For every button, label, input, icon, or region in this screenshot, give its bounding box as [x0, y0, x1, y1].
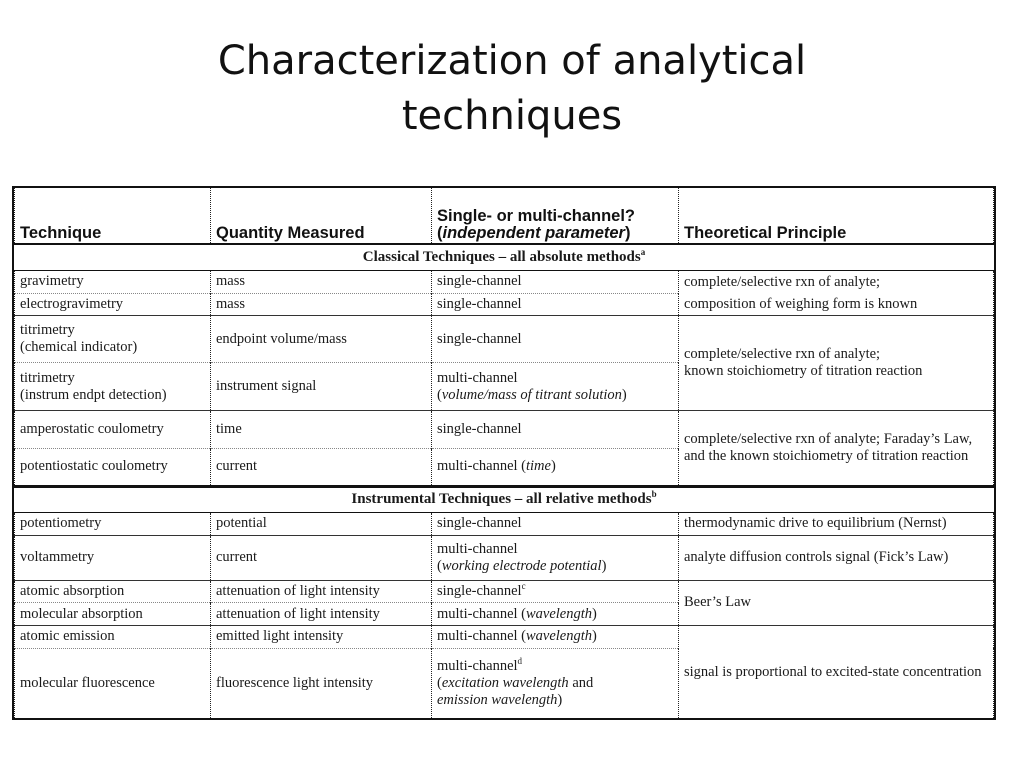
cell-channel-line1: multi-channel — [437, 540, 518, 557]
cell-channel-suffix: ) — [592, 628, 597, 645]
cell-channel-italic: volume/mass of titrant solution — [441, 386, 622, 403]
cell-channel-line1: multi-channel — [437, 369, 518, 386]
table-row — [15, 513, 994, 536]
table-row — [15, 410, 994, 448]
header-principle: Theoretical Principle — [679, 188, 994, 244]
cell-channel — [432, 626, 679, 649]
cell-principle: complete/selective rxn of analyte; Faraday’s Law, and the known stoichiometry of titration reaction — [679, 410, 994, 486]
cell-principle: thermodynamic drive to equilibrium (Nernst) — [679, 513, 994, 536]
cell-channel-sup: c — [521, 581, 526, 592]
cell-technique: gravimetry — [15, 271, 211, 294]
table-row — [15, 316, 994, 363]
cell-channel-paren-open: ( — [437, 386, 442, 403]
table-row — [15, 580, 994, 603]
cell-principle: signal is proportional to excited-state concentration — [679, 626, 994, 719]
cell-technique: molecular absorption — [15, 603, 211, 626]
cell-technique — [15, 316, 211, 363]
cell-channel: single-channel — [432, 410, 679, 448]
cell-quantity: time — [211, 410, 432, 448]
techniques-table — [12, 186, 996, 720]
cell-channel-italic: wavelength — [525, 628, 593, 645]
cell-quantity: attenuation of light intensity — [211, 580, 432, 603]
cell-channel: single-channel — [432, 293, 679, 316]
cell-channel — [432, 580, 679, 603]
cell-technique: molecular fluorescence — [15, 648, 211, 718]
header-channel-paren-open: ( — [437, 224, 443, 243]
cell-principle: analyte diffusion controls signal (Fick’s Law) — [679, 535, 994, 580]
cell-channel-text: single-channel — [437, 583, 522, 600]
cell-channel-italic-2: emission wavelength — [437, 691, 558, 708]
section-classical-text: Classical Techniques – all absolute methods — [362, 249, 641, 266]
cell-channel-and: and — [568, 674, 594, 691]
cell-quantity: current — [211, 535, 432, 580]
cell-quantity: potential — [211, 513, 432, 536]
section-classical — [15, 244, 994, 270]
header-channel-italic: independent parameter — [442, 224, 625, 243]
cell-technique: atomic emission — [15, 626, 211, 649]
cell-channel — [432, 535, 679, 580]
cell-channel-line1: multi-channel — [437, 657, 518, 674]
header-channel-paren-close: ) — [624, 224, 631, 243]
cell-channel-prefix: multi-channel ( — [437, 458, 526, 475]
cell-quantity: mass — [211, 293, 432, 316]
cell-technique: potentiometry — [15, 513, 211, 536]
cell-quantity: attenuation of light intensity — [211, 603, 432, 626]
header-channel-line1: Single- or multi-channel? — [437, 207, 636, 226]
cell-channel-prefix: multi-channel ( — [437, 605, 526, 622]
cell-quantity: emitted light intensity — [211, 626, 432, 649]
cell-channel-paren-close: ) — [601, 557, 607, 574]
table-row — [15, 293, 994, 316]
cell-technique — [15, 363, 211, 410]
table-row — [15, 271, 994, 294]
cell-principle: composition of weighing form is known — [679, 293, 994, 316]
cell-channel-prefix: multi-channel ( — [437, 628, 526, 645]
cell-technique-line1: titrimetry — [20, 322, 75, 339]
cell-channel-paren-open: ( — [437, 557, 442, 574]
title-line-2: techniques — [401, 93, 623, 139]
cell-technique-line2: (instrum endpt detection) — [20, 386, 167, 403]
cell-channel-paren-open: ( — [437, 674, 442, 691]
cell-channel-italic: wavelength — [525, 605, 593, 622]
cell-quantity: fluorescence light intensity — [211, 648, 432, 718]
cell-quantity: current — [211, 448, 432, 486]
cell-technique-line2: (chemical indicator) — [20, 339, 138, 356]
cell-channel-sup: d — [517, 655, 523, 666]
section-instrumental — [15, 486, 994, 513]
cell-technique: potentiostatic coulometry — [15, 448, 211, 486]
section-instrumental-text: Instrumental Techniques – all relative methods — [351, 491, 652, 508]
cell-channel — [432, 363, 679, 410]
cell-technique-line1: titrimetry — [20, 369, 75, 386]
cell-technique: atomic absorption — [15, 580, 211, 603]
header-row — [15, 188, 994, 244]
header-quantity: Quantity Measured — [211, 188, 432, 244]
cell-channel: single-channel — [432, 513, 679, 536]
header-channel — [432, 188, 679, 244]
table-row — [15, 535, 994, 580]
cell-channel — [432, 648, 679, 718]
section-instrumental-sup: b — [651, 489, 657, 500]
title-line-1: Characterization of analytical — [217, 38, 807, 84]
section-instrumental-label — [15, 486, 994, 513]
cell-channel — [432, 448, 679, 486]
cell-channel-paren-close: ) — [557, 691, 563, 708]
section-classical-sup: a — [640, 247, 646, 258]
cell-channel-italic: time — [525, 458, 551, 475]
cell-channel: single-channel — [432, 271, 679, 294]
slide-title — [0, 34, 1024, 144]
cell-technique: electrogravimetry — [15, 293, 211, 316]
cell-technique: voltammetry — [15, 535, 211, 580]
cell-technique: amperostatic coulometry — [15, 410, 211, 448]
cell-quantity: endpoint volume/mass — [211, 316, 432, 363]
cell-principle — [679, 316, 994, 410]
cell-channel: single-channel — [432, 316, 679, 363]
cell-principle-line2: known stoichiometry of titration reaction — [684, 362, 923, 379]
cell-channel-italic: working electrode potential — [441, 557, 602, 574]
cell-channel-paren-close: ) — [621, 386, 627, 403]
cell-principle: Beer’s Law — [679, 580, 994, 625]
cell-principle: complete/selective rxn of analyte; — [679, 271, 994, 294]
cell-channel-italic: excitation wavelength — [441, 674, 569, 691]
cell-quantity: mass — [211, 271, 432, 294]
cell-principle-line1: complete/selective rxn of analyte; — [684, 345, 881, 362]
cell-channel-suffix: ) — [592, 605, 597, 622]
cell-channel-suffix: ) — [550, 458, 556, 475]
cell-quantity: instrument signal — [211, 363, 432, 410]
section-classical-label — [15, 244, 994, 270]
table-row — [15, 626, 994, 649]
cell-channel — [432, 603, 679, 626]
header-technique: Technique — [15, 188, 211, 244]
